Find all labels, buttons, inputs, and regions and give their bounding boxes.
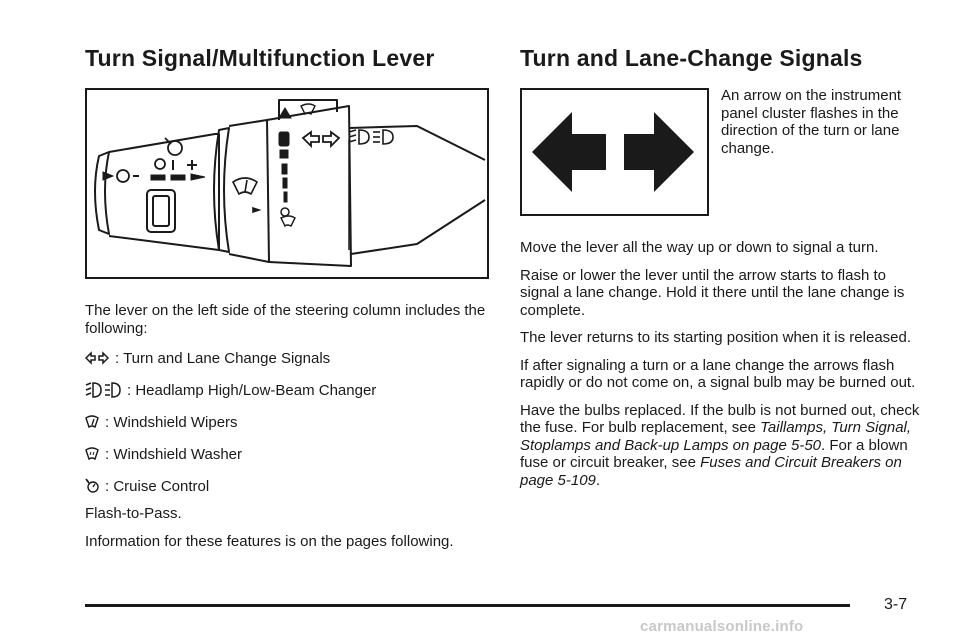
lever-intro-text: The lever on the left side of the steering column includes the following: [85, 302, 486, 337]
left-column [85, 40, 490, 76]
taillamps-link[interactable]: Taillamps, Turn Signal, Stoplamps and Back-up Lamps on page 5-50 [520, 419, 912, 454]
left-text-block [85, 302, 490, 550]
turn-signal-arrows-icon [85, 351, 109, 365]
fuses-link[interactable]: Fuses and Circuit Breakers on page 5-109 [520, 454, 902, 489]
feature-label: : Turn and Lane Change Signals [115, 349, 331, 367]
feature-row-wipers [85, 411, 490, 433]
right-column [520, 40, 910, 76]
paragraph-move-lever: Move the lever all the way up or down to signal a turn. [520, 239, 879, 256]
feature-label: : Headlamp High/Low-Beam Changer [127, 381, 377, 399]
paragraph-returns: The lever returns to its starting position when it is released. [520, 329, 912, 346]
turn-arrows-illustration [520, 88, 709, 216]
feature-list [85, 347, 490, 497]
feature-label: : Windshield Wipers [105, 413, 238, 431]
cruise-control-icon [85, 478, 99, 494]
section-title-multifunction-lever: Turn Signal/Multifunction Lever [85, 45, 435, 71]
left-turn-arrow-icon [532, 112, 606, 192]
bulbs-text-mid: . For a blown fuse or circuit breaker, see [520, 436, 908, 471]
watermark: carmanualsonline.info [640, 618, 804, 635]
right-turn-arrow-icon [624, 112, 694, 192]
bulbs-text-lead: Have the bulbs replaced. If the bulb is not burned out, check the fuse. For bulb replacement, see [520, 401, 920, 436]
footer-rule [85, 604, 850, 607]
feature-row-turn-signals [85, 347, 490, 369]
feature-label: : Windshield Washer [105, 445, 242, 463]
windshield-wiper-icon [85, 415, 99, 429]
paragraph-lane-change: Raise or lower the lever until the arrow starts to flash to signal a lane change. Hold it there until the lane change is complete. [520, 266, 905, 319]
turn-arrows-drawing [522, 90, 707, 214]
flash-to-pass-text: Flash-to-Pass. [85, 505, 182, 522]
feature-row-cruise [85, 475, 490, 497]
paragraph-bulbs-replaced [520, 402, 920, 490]
arrow-caption: An arrow on the instrument panel cluster flashes in the direction of the turn or lane change. [721, 87, 902, 157]
bulbs-text-end: . [595, 471, 601, 489]
feature-row-washer [85, 443, 490, 465]
windshield-washer-icon [85, 447, 99, 461]
page-number: 3-7 [884, 596, 908, 613]
right-text-block [520, 239, 920, 489]
section-title-turn-lane-signals: Turn and Lane-Change Signals [520, 45, 863, 71]
info-text: Information for these features is on the pages following. [85, 532, 454, 550]
lever-drawing [87, 90, 487, 277]
feature-label: : Cruise Control [105, 477, 210, 495]
headlamp-beam-icon [85, 382, 121, 398]
paragraph-rapid-flash: If after signaling a turn or a lane change the arrows flash rapidly or do not come on, a signal bulb may be burned out. [520, 356, 916, 391]
multifunction-lever-illustration [85, 88, 489, 279]
feature-row-headlamps [85, 379, 490, 401]
